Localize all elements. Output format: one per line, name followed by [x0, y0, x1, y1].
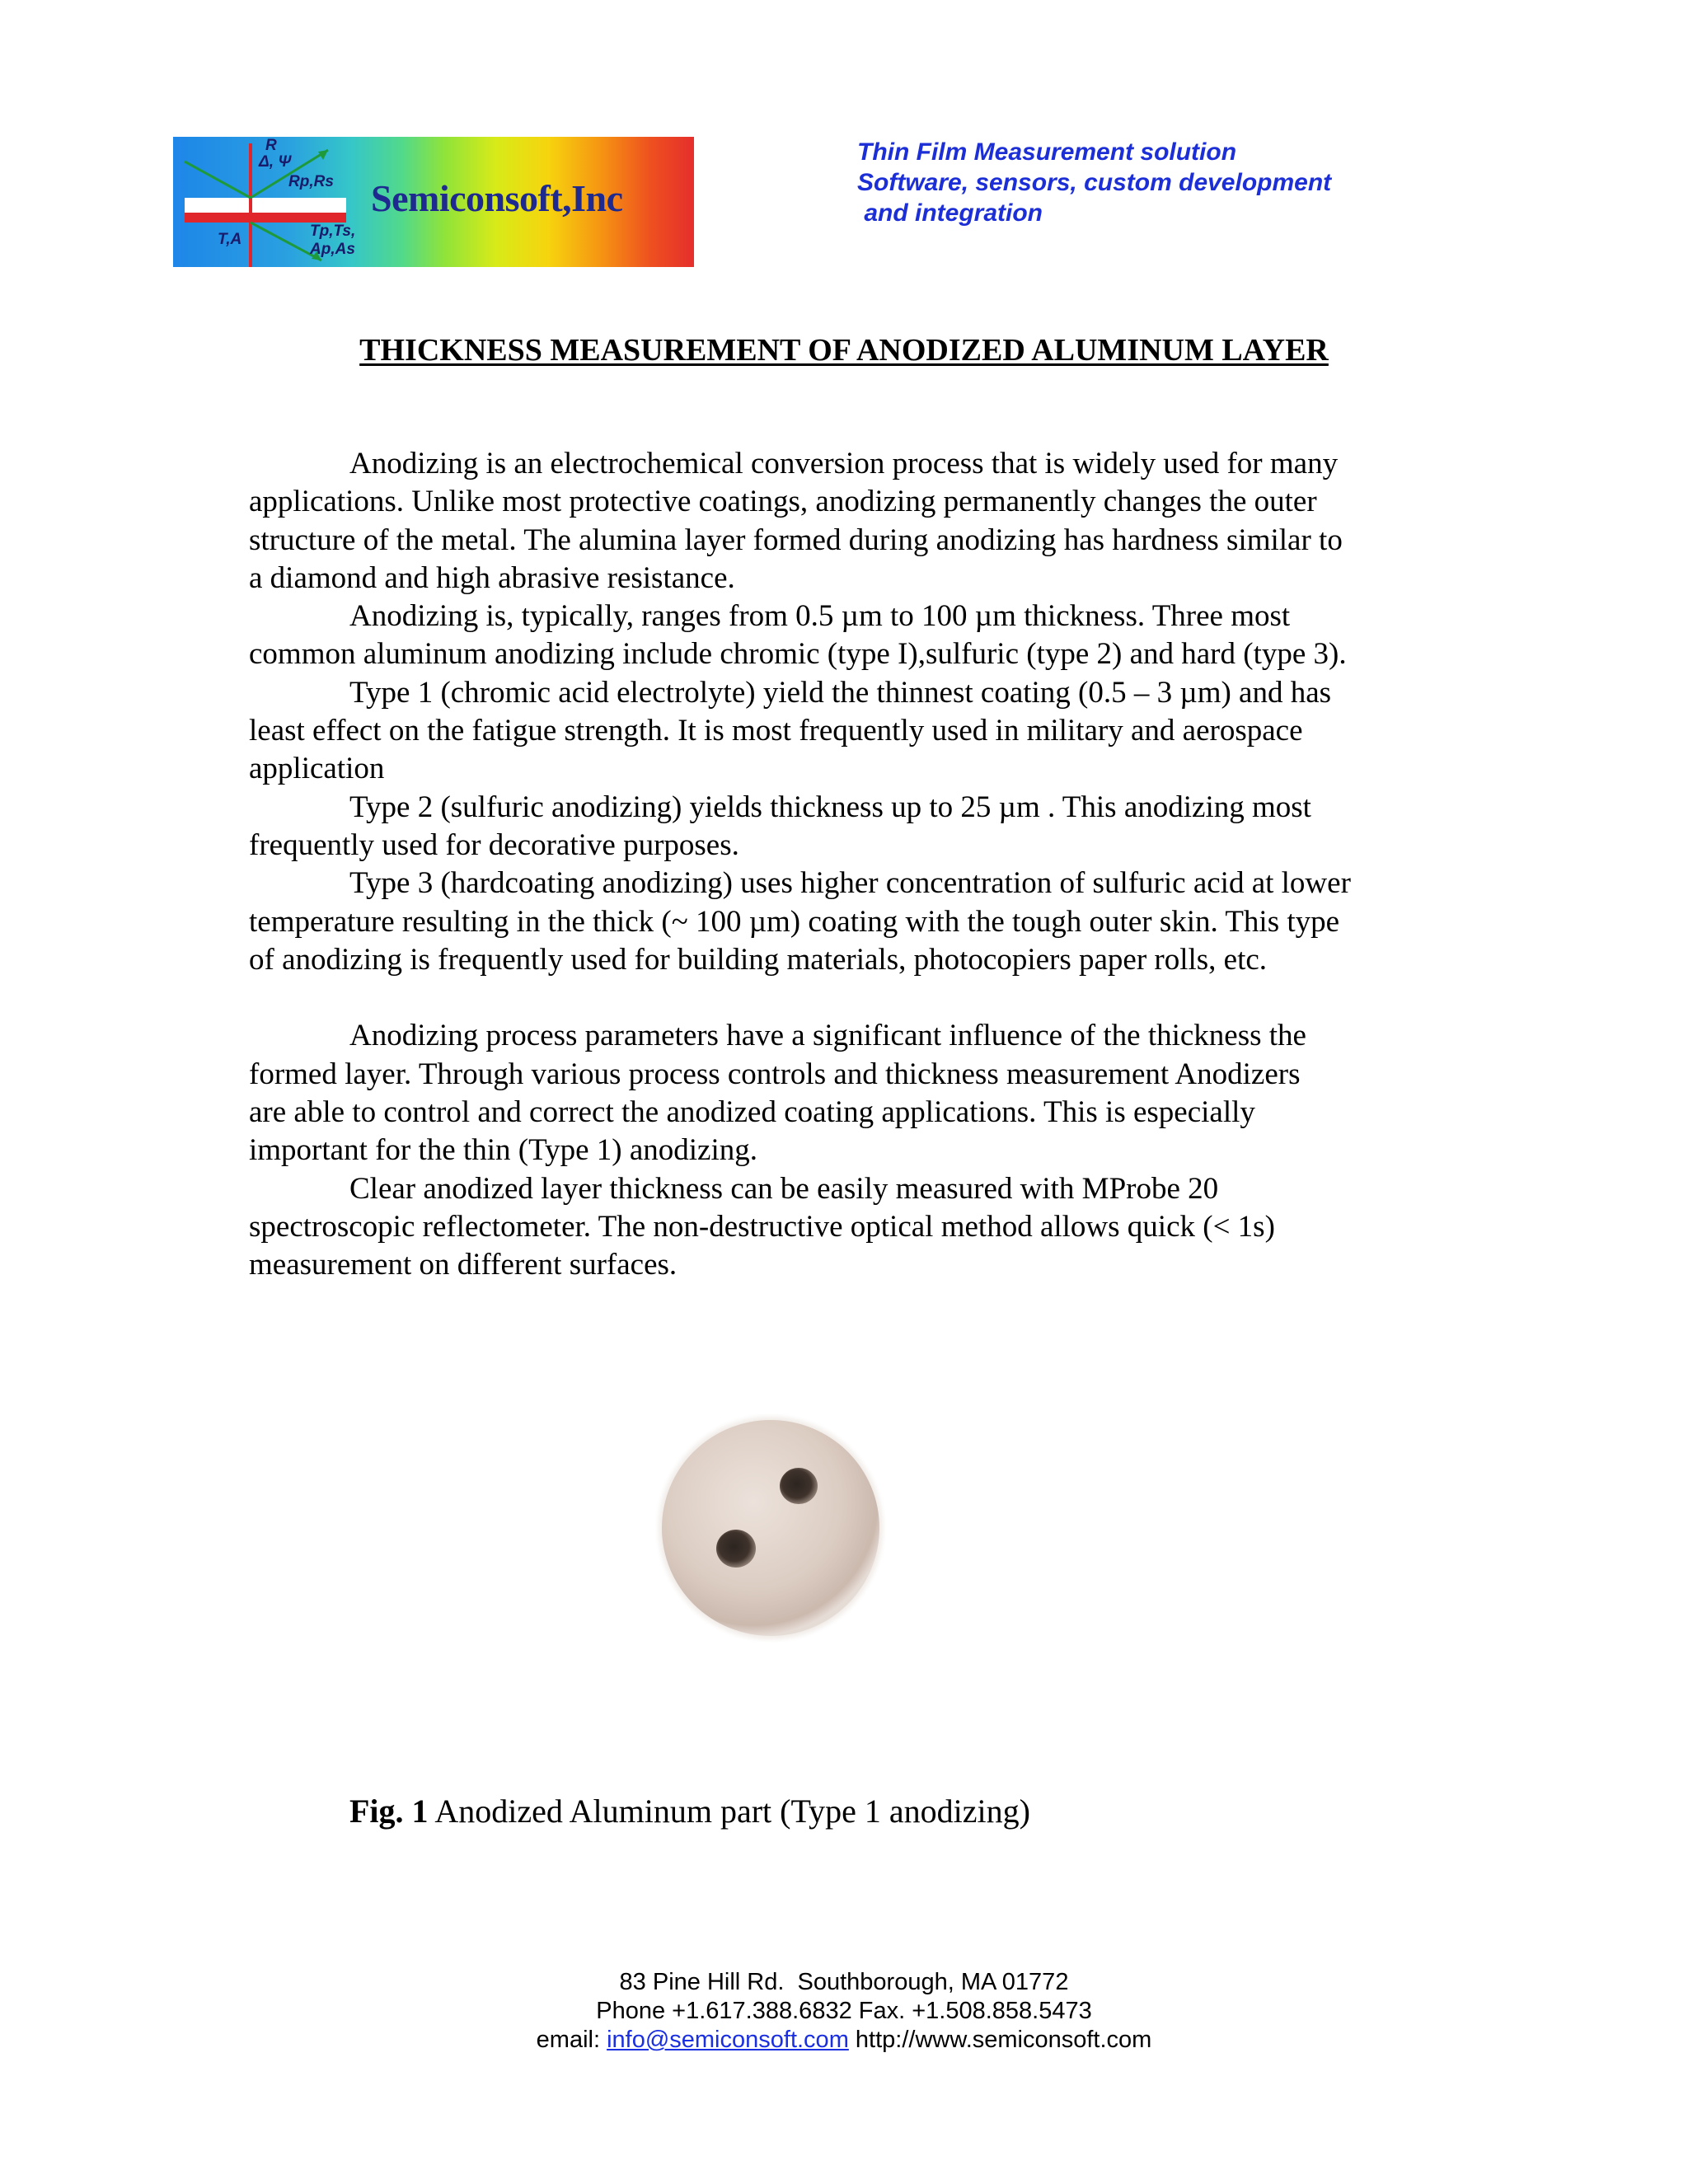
body-line: Anodizing process parameters have a significant influence of the thickness the [349, 1019, 1306, 1053]
document-title-text: THICKNESS MEASUREMENT OF ANODIZED ALUMINUM LAYER [359, 333, 1329, 368]
tagline-line: Software, sensors, custom development [857, 169, 1332, 196]
body-line: structure of the metal. The alumina layer formed during anodizing has hardness similar to [249, 523, 1343, 557]
body-line: important for the thin (Type 1) anodizing. [249, 1133, 758, 1168]
body-line: a diamond and high abrasive resistance. [249, 560, 735, 595]
body-line: least effect on the fatigue strength. It is most frequently used in military and aerospace [249, 714, 1303, 748]
company-logo [173, 137, 694, 267]
footer-address: 83 Pine Hill Rd. Southborough, MA 01772 [619, 1969, 1069, 1995]
tagline-line: Thin Film Measurement solution [857, 138, 1237, 166]
figure-label: Fig. 1 [349, 1793, 429, 1830]
body-line: temperature resulting in the thick (~ 100 µm) coating with the tough outer skin. This type [249, 904, 1340, 939]
body-line: are able to control and correct the anodized coating applications. This is especially [249, 1095, 1255, 1130]
body-line: Clear anodized layer thickness can be easily measured with MProbe 20 [349, 1171, 1219, 1206]
body-line: spectroscopic reflectometer. The non-destructive optical method allows quick (< 1s) [249, 1209, 1275, 1244]
logo-symbol-rp-rs: Rp,Rs [288, 173, 334, 190]
body-line: Type 2 (sulfuric anodizing) yields thickness up to 25 µm . This anodizing most [349, 790, 1311, 824]
figure-caption [349, 1792, 1030, 1831]
logo-symbol-t-a: T,A [218, 231, 242, 248]
footer-contact [0, 2026, 1688, 2055]
paragraph-spacer [249, 979, 1469, 1017]
footer-phone: Phone +1.617.388.6832 Fax. +1.508.858.5473 [596, 1998, 1092, 2024]
logo-symbol-r: R [265, 137, 277, 154]
document-title [0, 331, 1688, 369]
tagline-line: and integration [857, 199, 1043, 227]
footer-email-label: email: [536, 2027, 607, 2053]
email-link[interactable]: info@semiconsoft.com [607, 2027, 849, 2053]
body-line: Anodizing is an electrochemical conversion process that is widely used for many [349, 447, 1339, 480]
page-footer [0, 1968, 1688, 2055]
logo-symbol-tp-ts: Tp,Ts, [310, 223, 356, 240]
anodized-part-photo [655, 1413, 886, 1643]
body-line: formed layer. Through various process controls and thickness measurement Anodizers [249, 1057, 1301, 1091]
body-line: Type 3 (hardcoating anodizing) uses higher concentration of sulfuric acid at lower [349, 866, 1351, 901]
figure-caption-text: Anodized Aluminum part (Type 1 anodizing) [428, 1793, 1030, 1830]
body-line: Anodizing is, typically, ranges from 0.5 µm to 100 µm thickness. Three most [349, 599, 1291, 634]
body-line: application [249, 752, 385, 786]
body-line: measurement on different surfaces. [249, 1248, 678, 1282]
tagline [857, 137, 1331, 228]
logo-symbol-ap-as: Ap,As [310, 241, 355, 258]
document-body [249, 445, 1469, 1285]
footer-website: http://www.semiconsoft.com [848, 2027, 1152, 2053]
body-line: of anodizing is frequently used for building materials, photocopiers paper rolls, etc. [249, 942, 1268, 977]
body-line: frequently used for decorative purposes. [249, 827, 739, 862]
logo-company-name: Semiconsoft,Inc [371, 177, 623, 219]
body-line: Type 1 (chromic acid electrolyte) yield the thinnest coating (0.5 – 3 µm) and has [349, 675, 1332, 710]
body-line: applications. Unlike most protective coatings, anodizing permanently changes the outer [249, 485, 1317, 519]
logo-symbol-delta-psi: Δ, Ψ [259, 153, 292, 171]
body-line: common aluminum anodizing include chromic (type I),sulfuric (type 2) and hard (type 3). [249, 637, 1347, 672]
